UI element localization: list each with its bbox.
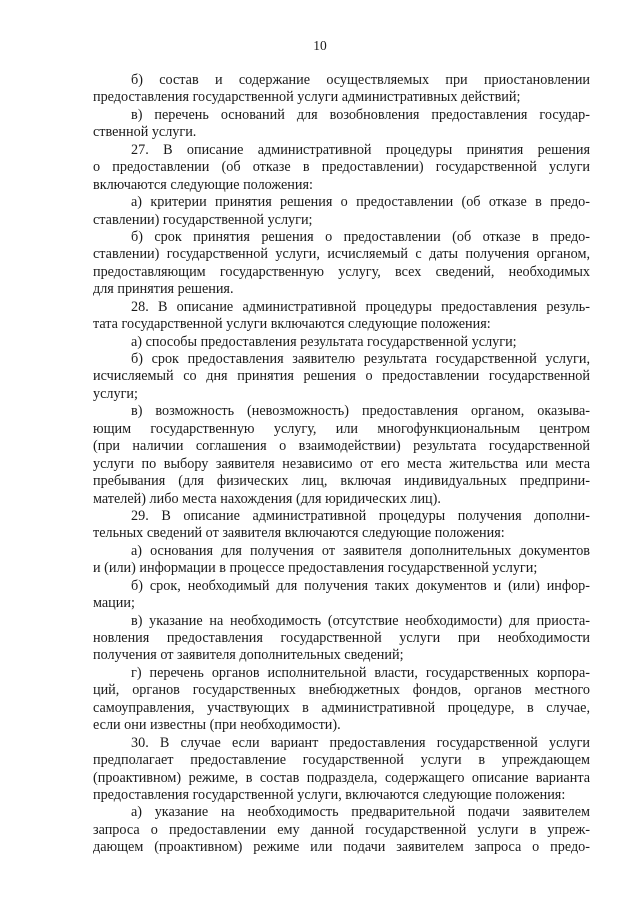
text-line: предполагает предоставление государственной услуги в упреждающем <box>93 752 590 769</box>
text-line: о предоставлении (об отказе в предоставлении) государственной услуги <box>93 159 590 176</box>
text-line: а) способы предоставления результата государственной услуги; <box>131 333 517 350</box>
text-line: предоставления государственной услуги административных действий; <box>93 89 521 106</box>
text-line: для принятия решения. <box>93 281 234 298</box>
text-line: ставлении) государственной услуги, исчисляемый с даты получения органом, <box>93 246 590 263</box>
document-body-text <box>93 72 590 857</box>
text-line: в) перечень оснований для возобновления предоставления государ- <box>131 106 590 123</box>
text-line: б) срок принятия решения о предоставлении (об отказе в предо- <box>131 228 590 245</box>
text-line: г) перечень органов исполнительной власти, государственных корпора- <box>131 664 590 681</box>
text-line: ставлении) государственной услуги; <box>93 211 313 228</box>
text-line: а) указание на необходимость предварительной подачи заявителем <box>131 804 590 821</box>
text-line: ственной услуги. <box>93 124 197 141</box>
text-line: 29. В описание административной процедуры получения дополни- <box>131 507 590 524</box>
text-line: в) возможность (невозможность) предоставления органом, оказыва- <box>131 403 590 420</box>
text-line: б) срок, необходимый для получения таких документов и (или) инфор- <box>131 577 590 594</box>
text-line: предоставляющим государственную услугу, всех сведений, необходимых <box>93 263 590 280</box>
text-line: предоставления государственной услуги, включаются следующие положения: <box>93 786 566 803</box>
text-line: если они известны (при необходимости). <box>93 717 341 734</box>
text-line: получения от заявителя дополнительных сведений; <box>93 647 404 664</box>
text-line: (при наличии соглашения о взаимодействии) результата государственной <box>93 438 590 455</box>
text-line: запроса о предоставлении ему данной государственной услуги в упреж- <box>93 821 590 838</box>
text-line: в) указание на необходимость (отсутствие необходимости) для приоста- <box>131 612 590 629</box>
text-line: 30. В случае если вариант предоставления государственной услуги <box>131 734 590 751</box>
text-line: услуги по выбору заявителя независимо от его места жительства или места <box>93 455 590 472</box>
text-line: мации; <box>93 595 135 612</box>
text-line: включаются следующие положения: <box>93 176 313 193</box>
text-line: тата государственной услуги включаются следующие положения: <box>93 316 491 333</box>
text-line: тельных сведений от заявителя включаются следующие положения: <box>93 525 505 542</box>
text-line: (проактивном) режиме, в состав подраздела, содержащего описание варианта <box>93 769 590 786</box>
text-line: и (или) информации в процессе предоставления государственной услуги; <box>93 560 538 577</box>
text-line: а) критерии принятия решения о предоставлении (об отказе в предо- <box>131 194 590 211</box>
text-line: ющим государственную услугу, или многофункциональным центром <box>93 420 590 437</box>
text-line: 27. В описание административной процедуры принятия решения <box>131 141 590 158</box>
text-line: услуги; <box>93 385 138 402</box>
text-line: б) срок предоставления заявителю результата государственной услуги, <box>131 351 590 367</box>
text-line: новления предоставления государственной услуги при необходимости <box>93 630 590 646</box>
text-line: 28. В описание административной процедуры предоставления резуль- <box>131 298 590 315</box>
text-line: а) основания для получения от заявителя дополнительных документов <box>131 542 590 559</box>
text-line: исчисляемый со дня принятия решения о предоставлении государственной <box>93 368 590 385</box>
text-line: пребывания (для физических лиц, включая индивидуальных предприни- <box>93 473 590 490</box>
page-number: 10 <box>313 38 327 53</box>
text-line: дающем (проактивном) режиме или подачи заявителем запроса о предо- <box>93 839 590 856</box>
text-line: мателей) либо места нахождения (для юридических лиц). <box>93 490 441 507</box>
text-line: ций, органов государственных внебюджетных фондов, органов местного <box>93 682 590 699</box>
text-line: б) состав и содержание осуществляемых при приостановлении <box>131 72 590 88</box>
text-line: самоуправления, участвующих в административной процедуре, в случае, <box>93 699 590 716</box>
